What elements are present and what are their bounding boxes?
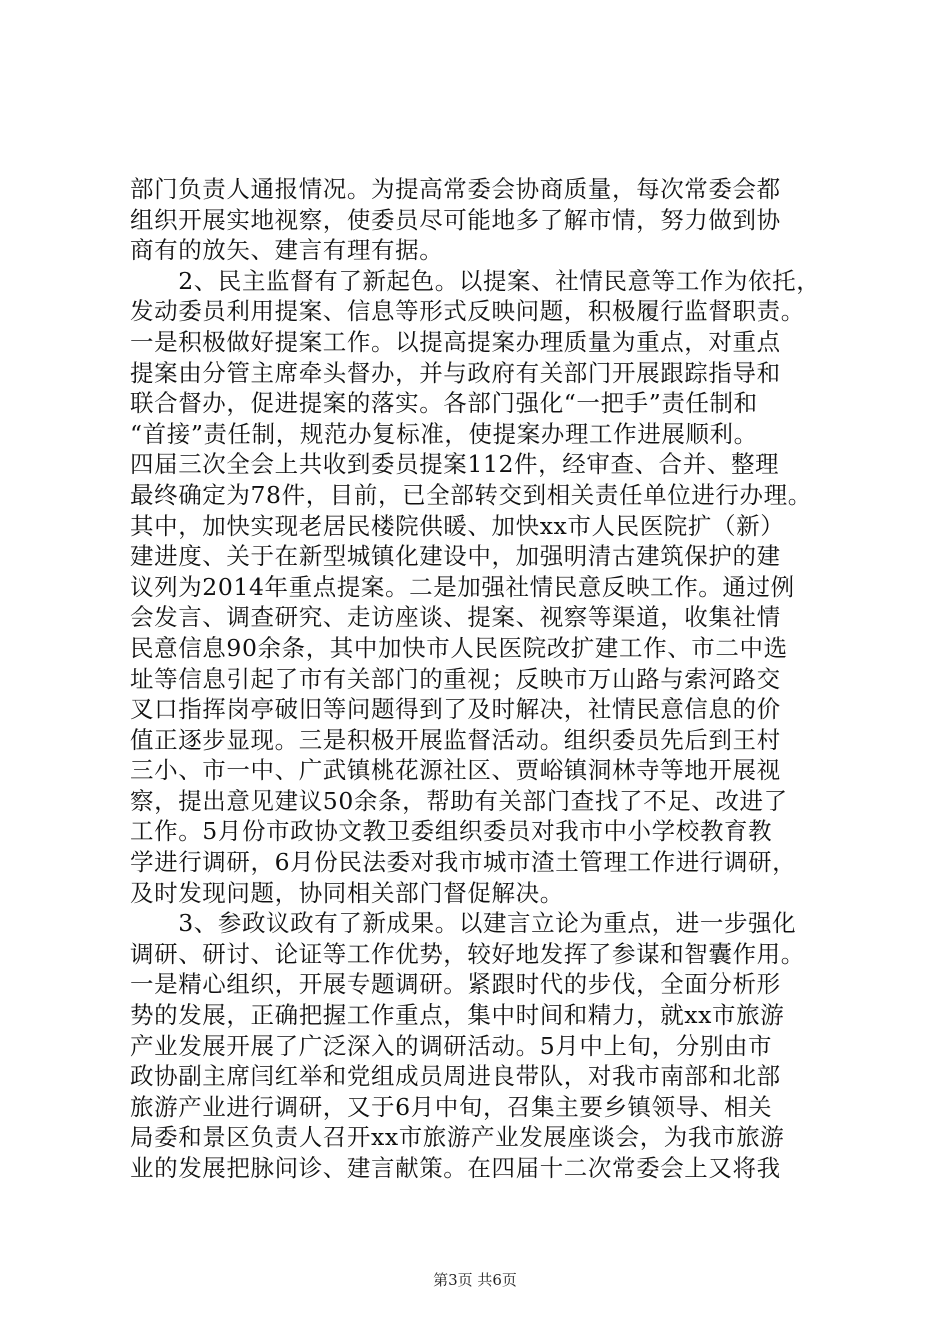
text-line: 三小、市一中、广武镇桃花源社区、贾峪镇洞林寺等地开展视 (130, 756, 781, 785)
paragraph-start-line: 3、参政议政有了新成果。以建言立论为重点，进一步强化 (130, 909, 797, 938)
text-line: 发动委员利用提案、信息等形式反映问题，积极履行监督职责。 (130, 297, 805, 326)
page-number-footer: 第3页 共6页 (433, 1271, 517, 1289)
text-line: 最终确定为78件，目前，已全部转交到相关责任单位进行办理。 (130, 480, 812, 509)
text-line: 工作。5月份市政协文教卫委组织委员对我市中小学校教育教 (130, 817, 773, 846)
text-line: 叉口指挥岗亭破旧等问题得到了及时解决，社情民意信息的价 (130, 695, 781, 724)
text-line: 联合督办，促进提案的落实。各部门强化“一把手”责任制和 (130, 389, 758, 418)
text-line: 局委和景区负责人召开xx市旅游产业发展座谈会，为我市旅游 (130, 1123, 785, 1152)
text-line: 调研、研讨、论证等工作优势，较好地发挥了参谋和智囊作用。 (130, 939, 805, 968)
text-line: 议列为2014年重点提案。二是加强社情民意反映工作。通过例 (130, 572, 795, 601)
text-line: 民意信息90余条，其中加快市人民医院改扩建工作、市二中选 (130, 633, 788, 662)
text-line: 势的发展，正确把握工作重点，集中时间和精力，就xx市旅游 (130, 1001, 785, 1030)
text-line: 业的发展把脉问诊、建言献策。在四届十二次常委会上又将我 (130, 1154, 781, 1182)
text-line: 一是积极做好提案工作。以提高提案办理质量为重点，对重点 (130, 327, 781, 356)
text-line: 商有的放矢、建言有理有据。 (130, 236, 444, 265)
text-line: 组织开展实地视察，使委员尽可能地多了解市情，努力做到协 (130, 205, 781, 234)
text-line: 及时发现问题，协同相关部门督促解决。 (130, 878, 564, 907)
paragraph-start-line: 2、民主监督有了新起色。以提案、社情民意等工作为依托， (130, 266, 821, 295)
text-line: 建进度、关于在新型城镇化建设中，加强明清古建筑保护的建 (130, 542, 781, 571)
text-line: 四届三次全会上共收到委员提案112件，经审查、合并、整理 (130, 450, 780, 479)
text-line: 产业发展开展了广泛深入的调研活动。5月中上旬，分别由市 (130, 1031, 773, 1060)
text-line: 学进行调研，6月份民法委对我市城市渣土管理工作进行调研， (130, 848, 797, 877)
text-line: “首接”责任制，规范办复标准，使提案办理工作进展顺利。 (130, 419, 758, 448)
text-line: 址等信息引起了市有关部门的重视；反映市万山路与索河路交 (130, 664, 781, 693)
text-line: 值正逐步显现。三是积极开展监督活动。组织委员先后到王村 (130, 725, 781, 754)
text-line: 政协副主席闫红举和党组成员周进良带队，对我市南部和北部 (130, 1062, 781, 1091)
text-line: 会发言、调查研究、走访座谈、提案、视察等渠道，收集社情 (130, 603, 781, 632)
text-line: 提案由分管主席牵头督办，并与政府有关部门开展跟踪指导和 (130, 358, 781, 387)
text-line: 部门负责人通报情况。为提高常委会协商质量，每次常委会都 (130, 175, 781, 203)
text-line: 一是精心组织，开展专题调研。紧跟时代的步伐，全面分析形 (130, 970, 781, 999)
text-line: 察，提出意见建议50余条，帮助有关部门查找了不足、改进了 (130, 786, 788, 815)
text-line: 旅游产业进行调研，又于6月中旬，召集主要乡镇领导、相关 (130, 1092, 773, 1121)
text-line: 其中，加快实现老居民楼院供暖、加快xx市人民医院扩（新） (130, 511, 785, 540)
document-body (130, 174, 830, 1184)
